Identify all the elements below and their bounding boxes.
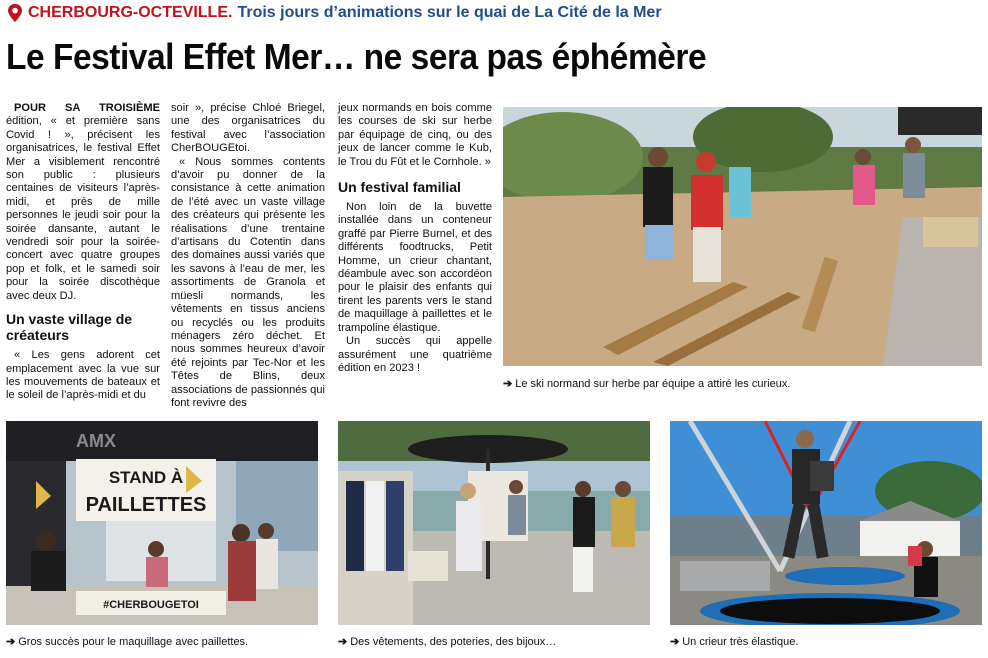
banner-text: #CHERBOUGETOI xyxy=(103,599,199,611)
paragraph xyxy=(6,102,160,303)
kicker-city: CHERBOURG-OCTEVILLE. xyxy=(28,4,233,21)
caption-text: Des vêtements, des poteries, des bijoux… xyxy=(350,636,557,648)
paragraph: Non loin de la buvette installée dans un conteneur graffé par Pierre Burnel, et des différents foodtrucks, Petit Homme, un crieur chantant, déambule avec son accordéon pour le plaisir des enfants qui tirent les parents vers le stand de maquillage à paillettes et le trampoline élastique. xyxy=(338,201,492,334)
paragraph: Un succès qui appelle assurément une quatrième édition en 2023 ! xyxy=(338,335,492,374)
text-column-2 xyxy=(171,102,325,410)
location-pin-icon xyxy=(6,3,24,23)
article-headline: Le Festival Effet Mer… ne sera pas éphémère xyxy=(6,36,707,77)
paragraph-text: édition, « et première sans Covid ! », précisent les organisatrices, le festival Effet Mer a visiblement rencontré son public : plusieurs centaines de visiteurs l’après-midi, et près de mille personnes le jeudi soir pour la soirée dansante, autant le vendredi soir pour la soirée-concert avec quatre groupes pop et folk, et le samedi soir pour la soirée discothèque avec deux DJ. xyxy=(6,115,160,302)
photo-ski-normand xyxy=(503,107,982,366)
subheading-village: Un vaste village de créateurs xyxy=(6,311,133,344)
kicker-subtitle: Trois jours d’animations sur le quai de La Cité de la Mer xyxy=(237,4,662,21)
paragraph: « Nous sommes contents d’avoir pu donner de la consistance à cette animation de l’été avec un vaste village des créateurs qui présente les réalisations d’une trentaine d’artisans du Cotentin dans des domaines aussi variés que les savons à l’eau de mer, les assortiments de Granola et müesli normands, les vêtements en tissus anciens ou recyclés ou les produits ménagers zéro déchet. Et nous sommes heureux d’avoir été rejoints par Tec-Nor et les Têtes de Blins, deux associations de passionnés qui font revivre des xyxy=(171,155,325,409)
arrow-icon: ➔ xyxy=(6,636,16,648)
kicker xyxy=(6,2,662,24)
arrow-icon: ➔ xyxy=(670,636,680,648)
caption-paillettes xyxy=(6,635,248,649)
text-column-1 xyxy=(6,102,160,403)
subheading-familial: Un festival familial xyxy=(338,179,461,196)
arrow-icon: ➔ xyxy=(338,636,348,648)
photo-vetements xyxy=(338,421,650,625)
photo-crieur-trampoline xyxy=(670,421,982,625)
paragraph: jeux normands en bois comme les courses de ski sur herbe par équipage de cinq, ou des jeux de lancer comme le Kub, le Trou du Fût et le Cornhole. » xyxy=(338,102,492,168)
arrow-icon: ➔ xyxy=(503,378,513,390)
caption-text: Un crieur très élastique. xyxy=(682,636,799,648)
photo-stand-paillettes xyxy=(6,421,318,625)
caption-text: Le ski normand sur herbe par équipe a attiré les curieux. xyxy=(515,378,791,390)
caption-vetements xyxy=(338,635,556,649)
text-column-3 xyxy=(338,102,492,375)
caption-ski xyxy=(503,377,790,391)
sign-line-2: PAILLETTES xyxy=(85,494,207,516)
sign-line-1: STAND À xyxy=(108,468,184,487)
tent-text: AMX xyxy=(76,431,116,451)
caption-crieur xyxy=(670,635,798,649)
caption-text: Gros succès pour le maquillage avec paillettes. xyxy=(18,636,249,648)
lead-in: POUR SA TROISIÈME xyxy=(14,102,160,114)
paragraph: soir », précise Chloé Briegel, une des organisatrices du festival avec l’association CherBOUGEtoi. xyxy=(171,102,325,155)
paragraph: « Les gens adorent cet emplacement avec la vue sur les mouvements de bateaux et le soleil de l’après-midi et du xyxy=(6,349,160,402)
